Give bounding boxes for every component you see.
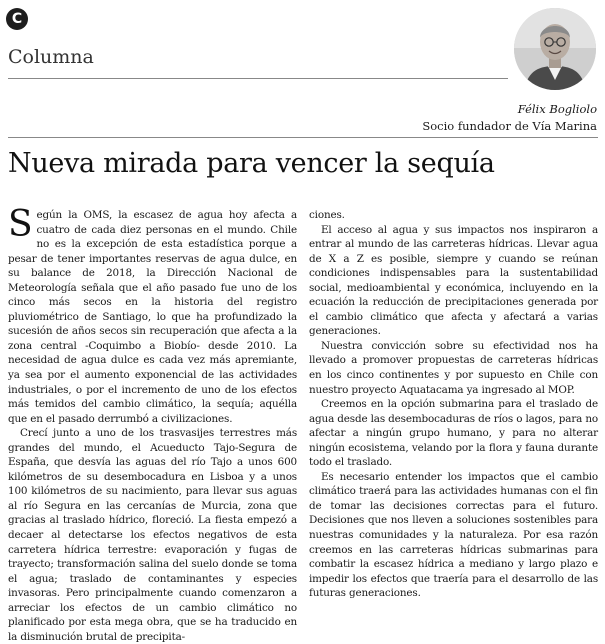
article-paragraph: ciones. — [309, 209, 345, 221]
drop-cap: S — [8, 204, 33, 245]
article-paragraph: Nuestra convicción sobre su efectividad nos ha llevado a promover propuestas de carreteras hídricas en los cinco continentes y por supuesto en Chile con nuestro proyecto Aquatacama ya ingresado al MOP. — [309, 339, 598, 396]
author-name: Félix Bogliolo — [517, 102, 597, 116]
article-paragraph: Creemos en la opción submarina para el traslado de agua desde las desembocaduras de ríos o lagos, para no afectar a ningún grupo humano, y para no alterar ningún ecosistema, velando por la flora y fauna durante todo el traslado. — [309, 398, 598, 469]
author-block — [422, 101, 597, 135]
section-label: Columna — [8, 46, 94, 68]
article-column-right — [309, 208, 598, 601]
header-divider — [8, 78, 508, 79]
portrait-image — [514, 8, 596, 90]
article-column-left — [8, 204, 297, 644]
paragraph-text: egún la OMS, la escasez de agua hoy afecta a cuatro de cada diez personas en el mundo. Chile no es la excepción de esta estadística porque a pesar de tener importantes reservas de agua dulce, en su balance de 2018, la Dirección Nacional de Meteorología señala que el año pasado fue uno de los cinco más secos en la historia del registro pluviométrico de Santiago, lo que ha profundizado la sucesión de años secos sin recuperación que afecta a la zona central -Coquimbo a Biobío- desde 2010. La necesidad de agua dulce es cada vez más apremiante, ya sea por el aumento exponencial de las actividades industriales, o por el incremento de uno de los efectos más temidos del cambio climático, la sequía; aquélla que en el pasado derrumbó a civilizaciones. — [8, 209, 297, 425]
article-paragraph: Es necesario entender los impactos que el cambio climático traerá para las actividades humanas con el fin de tomar las decisiones correctas para el futuro. Decisiones que nos lleven a soluciones sostenibles para nuestras comunidades y la naturaleza. Por esa razón creemos en las carreteras hídricas submarinas para combatir la escasez hídrica a mediano y largo plazo e impedir los efectos que traería para el desarrollo de las futuras generaciones. — [309, 470, 598, 600]
article-paragraph: El acceso al agua y sus impactos nos inspiraron a entrar al mundo de las carreteras hídricas. Llevar agua de X a Z es posible, siempre y cuando se reúnan condiciones indispensables para la sustentabilidad social, medioambiental y económica, incluyendo en la ecuación la reducción de precipitaciones generada por el cambio climático que afecta y afectará a varias generaciones. — [309, 223, 598, 338]
column-badge: C — [6, 8, 28, 30]
author-photo — [514, 8, 596, 90]
article-paragraph — [8, 204, 297, 426]
author-role: Socio fundador de Vía Marina — [422, 119, 597, 133]
article-paragraph: Crecí junto a uno de los trasvasijes terrestres más grandes del mundo, el Acueducto Tajo-Segura de España, que desvía las aguas del río Tajo a unos 600 kilómetros de su desembocadura en Lisboa y a unos 100 kilómetros de su nacimiento, para llevar sus aguas al río Segura en las cercanías de Murcia, zona que gracias al traslado hídrico, floreció. La fiesta empezó a decaer al detectarse los efectos negativos de esta carretera hídrica terrestre: evaporación y fugas de trayecto; transformación salina del suelo donde se toma el agua; traslado de contaminantes y especies invasoras. Pero principalmente cuando comenzaron a arreciar los efectos de un cambio climático no planificado por esta mega obra, que se ha traducido en la disminución brutal de precipita- — [8, 427, 297, 643]
article-headline: Nueva mirada para vencer la sequía — [8, 148, 495, 179]
author-divider — [8, 137, 598, 138]
